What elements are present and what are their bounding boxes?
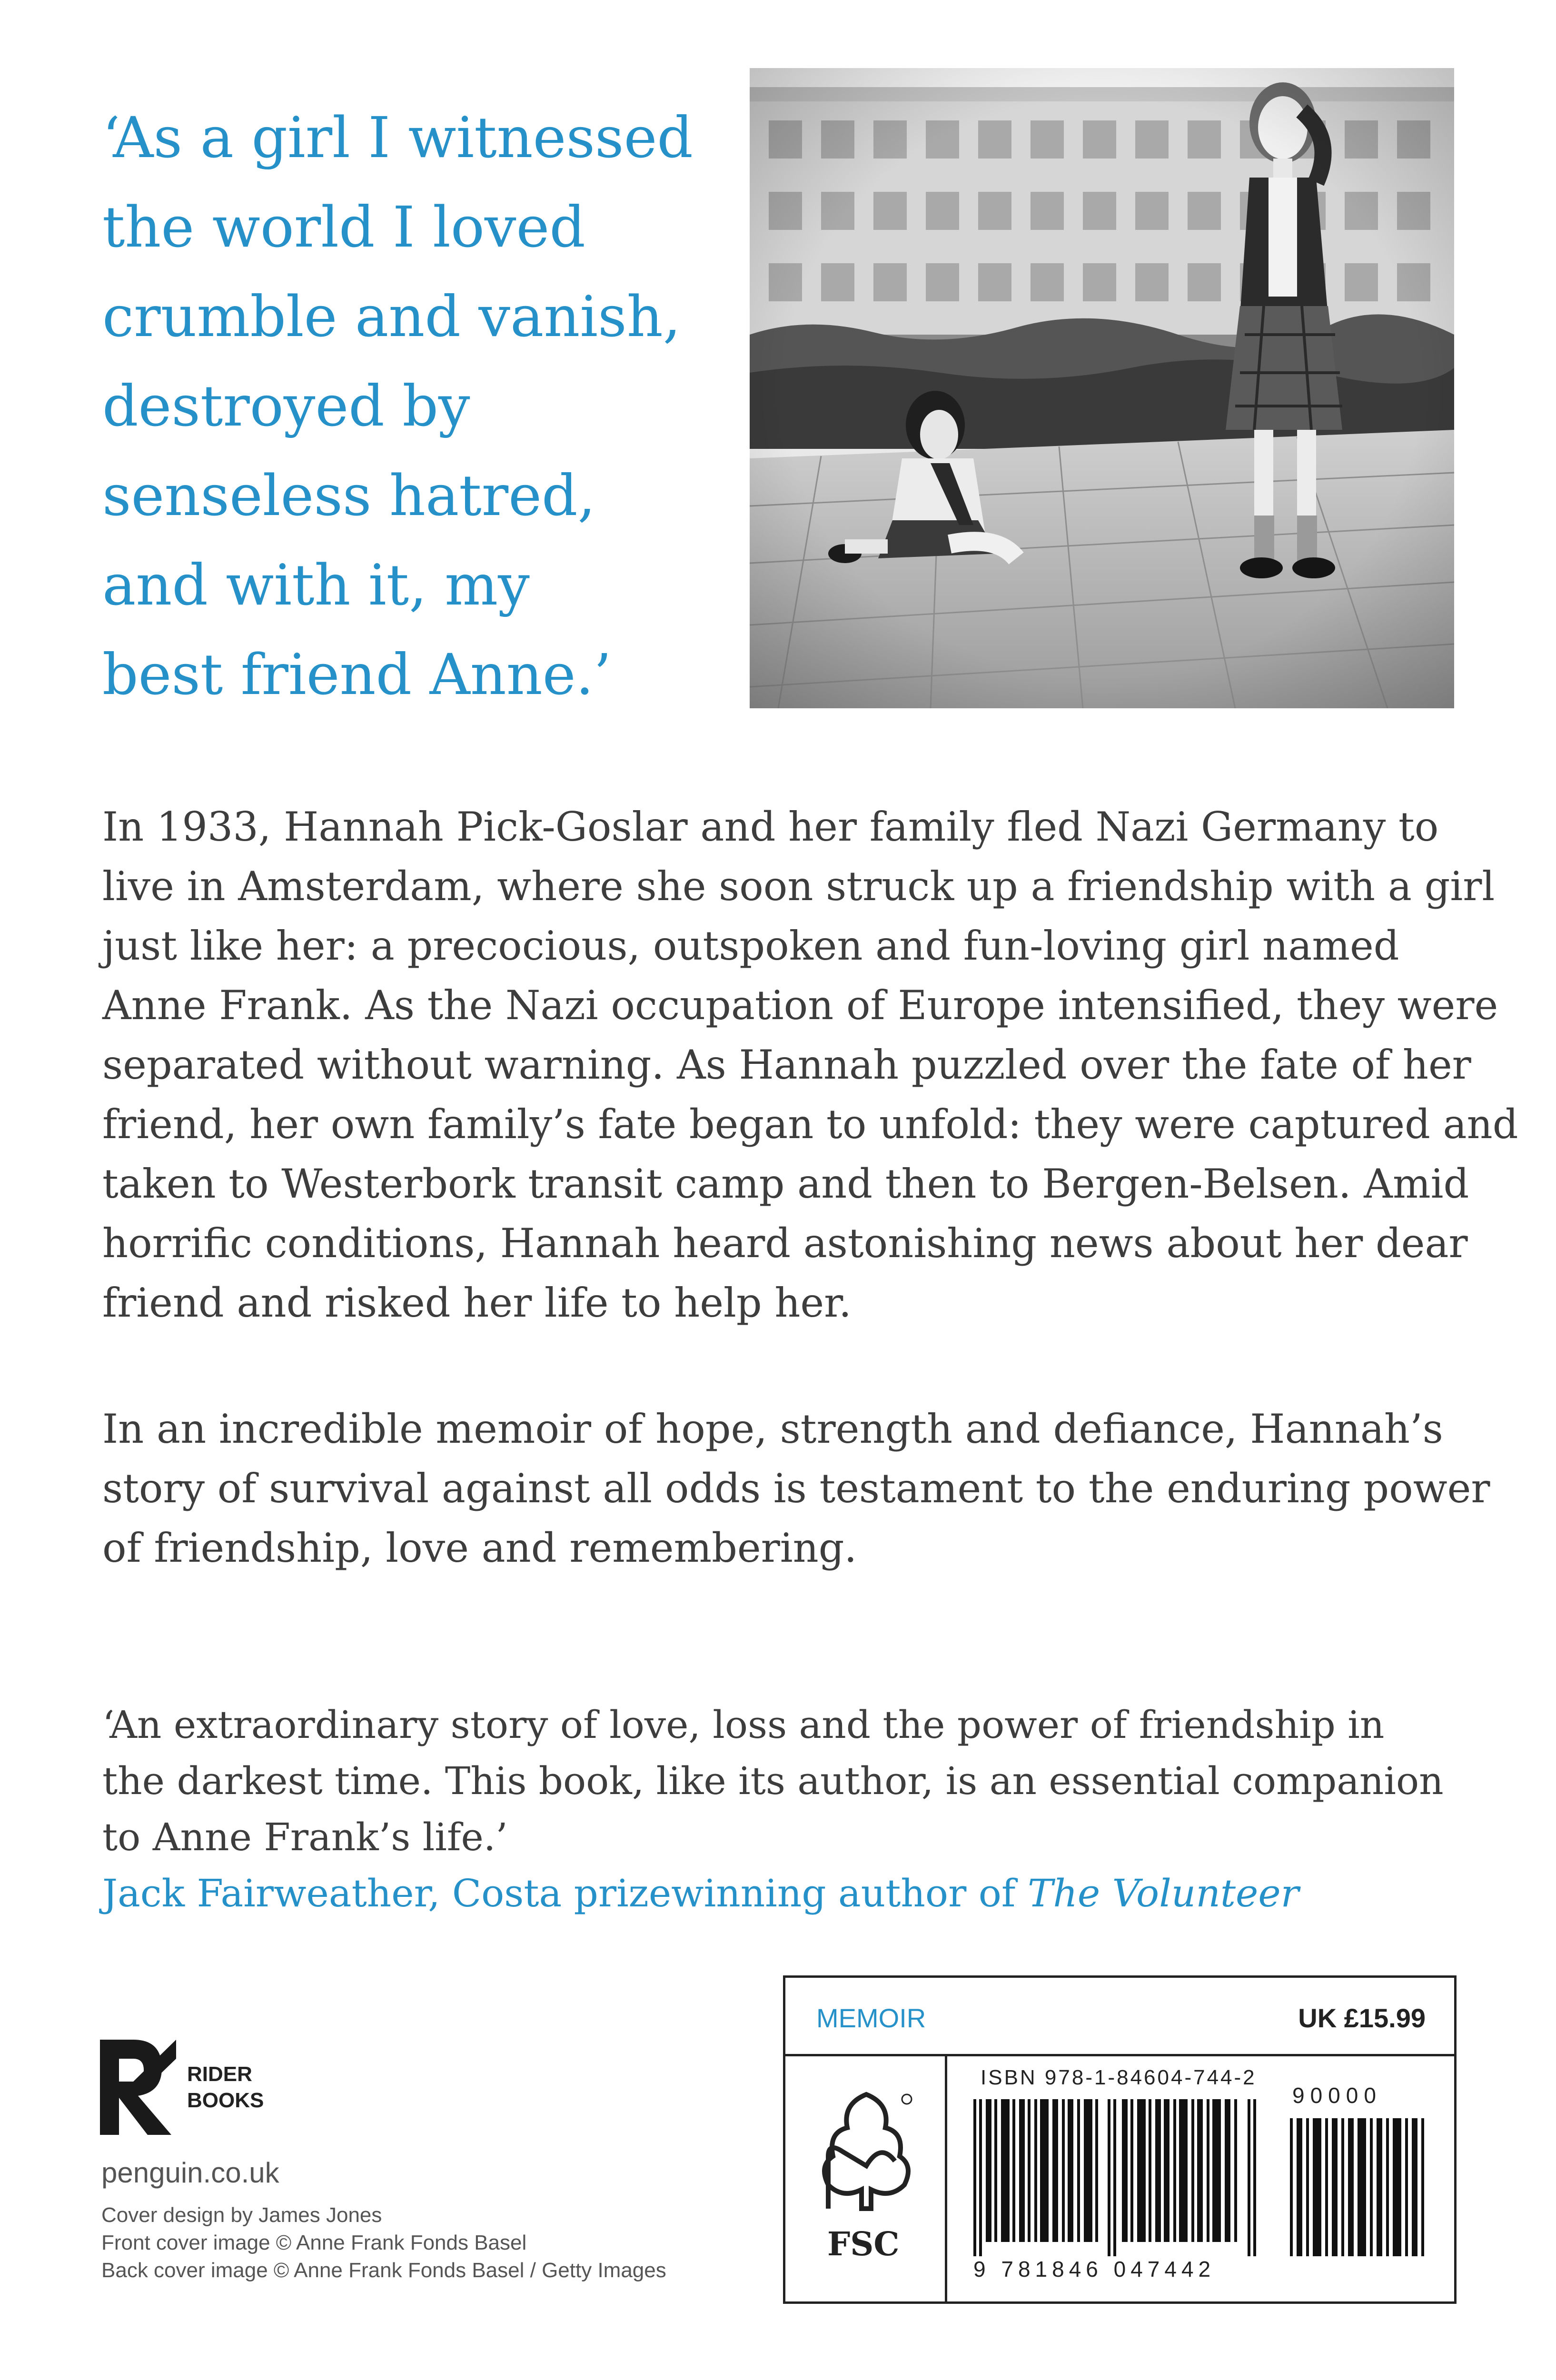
blurb-line: horrific conditions, Hannah heard astonishing news about her dear	[102, 1220, 1468, 1267]
blurb-line: separated without warning. As Hannah puzzled over the fate of her	[102, 1041, 1471, 1088]
credit-line: Back cover image © Anne Frank Fonds Basel / Getty Images	[101, 2259, 666, 2282]
review-quote	[102, 1697, 1444, 1922]
blurb-line: live in Amsterdam, where she soon struck up a friendship with a girl	[102, 863, 1495, 910]
blurb-line: friend, her own family’s fate began to unfold: they were captured and	[102, 1101, 1518, 1148]
blurb-line: of friendship, love and remembering.	[102, 1525, 857, 1571]
fsc-cell	[785, 2056, 947, 2304]
genre-label: MEMOIR	[816, 2003, 926, 2033]
price-row	[785, 1978, 1454, 2056]
price-label: UK £15.99	[1298, 2003, 1426, 2033]
addon-barcode	[1290, 2118, 1428, 2256]
barcode-digits: 9 781846 047442	[973, 2257, 1216, 2281]
blurb-paragraph-2	[102, 1399, 1490, 1578]
fsc-tree-icon	[814, 2085, 919, 2228]
pull-quote-line: and with it, my	[102, 552, 530, 618]
blurb-line: In 1933, Hannah Pick-Goslar and her family fled Nazi Germany to	[102, 803, 1439, 850]
pull-quote-line: best friend Anne.’	[102, 642, 612, 707]
pull-quote-line: crumble and vanish,	[102, 284, 681, 349]
blurb-line: just like her: a precocious, outspoken and fun-loving girl named	[102, 922, 1399, 969]
publisher-logo-text	[187, 2061, 264, 2113]
review-attribution	[102, 1865, 1388, 1922]
blurb-line: Anne Frank. As the Nazi occupation of Europe intensified, they were	[102, 982, 1498, 1029]
isbn-label: ISBN 978-1-84604-744-2	[981, 2066, 1257, 2089]
blurb-paragraph-1	[102, 797, 1518, 1333]
cover-photo	[750, 68, 1454, 708]
publisher-website: penguin.co.uk	[101, 2157, 279, 2189]
blurb-line: friend and risked her life to help her.	[102, 1279, 852, 1326]
price-barcode-box	[783, 1975, 1457, 2304]
blurb-line: story of survival against all odds is testament to the enduring power	[102, 1465, 1490, 1512]
credit-line: Front cover image © Anne Frank Fonds Basel	[101, 2231, 527, 2254]
pull-quote-line: ‘As a girl I witnessed	[102, 105, 693, 170]
review-line: ‘An extraordinary story of love, loss and the power of friendship in	[102, 1703, 1385, 1747]
credit-line: Cover design by James Jones	[101, 2203, 382, 2227]
attribution-book-title: The Volunteer	[1027, 1871, 1299, 1915]
blurb-line: In an incredible memoir of hope, strength and defiance, Hannah’s	[102, 1406, 1443, 1452]
pull-quote-line: destroyed by	[102, 373, 470, 439]
logo-line: BOOKS	[187, 2089, 264, 2112]
addon-digits: 90000	[1292, 2083, 1382, 2108]
isbn-barcode	[973, 2099, 1259, 2256]
review-line: to Anne Frank’s life.’	[102, 1815, 508, 1859]
pull-quote	[102, 93, 750, 719]
review-line: the darkest time. This book, like its author, is an essential companion	[102, 1759, 1444, 1803]
pull-quote-line: senseless hatred,	[102, 463, 596, 528]
attribution-text: Jack Fairweather, Costa prizewinning author of	[102, 1871, 1028, 1915]
blurb-line: taken to Westerbork transit camp and then to Bergen-Belsen. Amid	[102, 1160, 1469, 1207]
pull-quote-line: the world I loved	[102, 194, 585, 260]
rider-books-logo-icon	[100, 2040, 176, 2135]
logo-line: RIDER	[187, 2063, 252, 2086]
image-credits	[101, 2202, 666, 2284]
fsc-label: FSC	[827, 2225, 900, 2263]
